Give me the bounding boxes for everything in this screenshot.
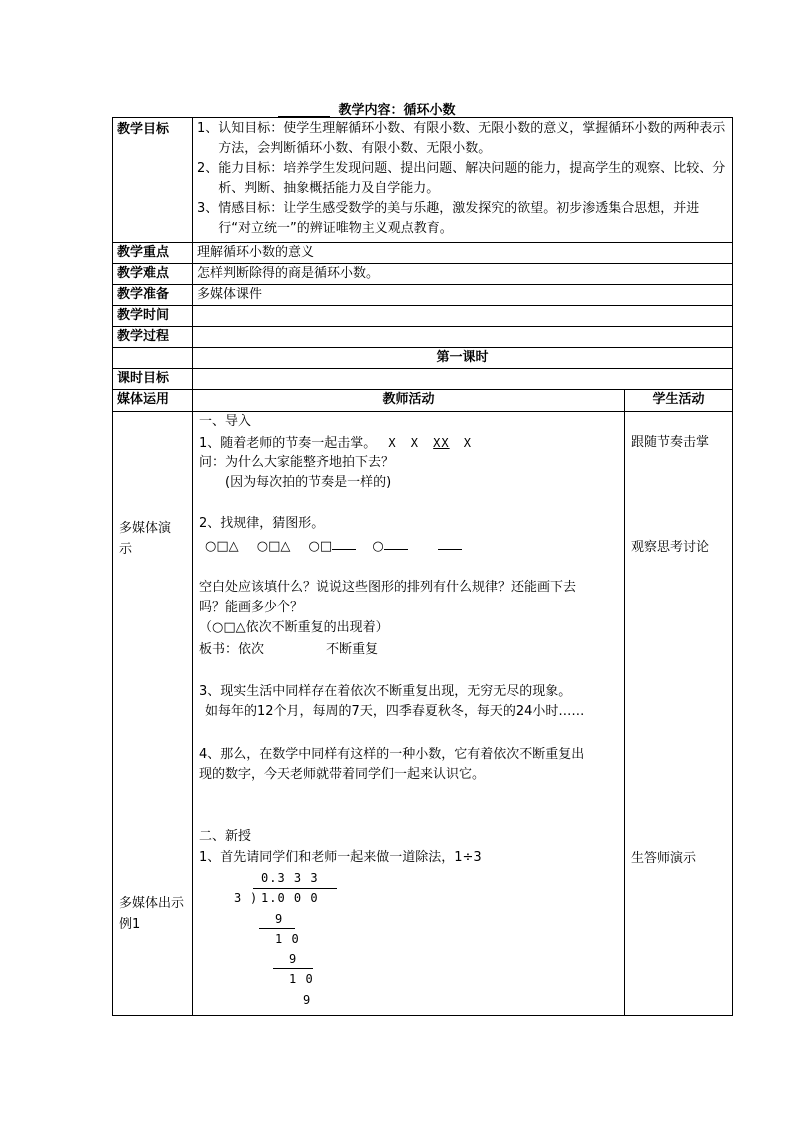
- division-rule: [259, 928, 295, 929]
- board-value: 不断重复: [326, 642, 379, 657]
- goal-text: 认知目标：使学生理解循环小数、有限小数、无限小数的意义，掌握循环小数的两种表示方法，会判断循环小数、有限小数、无限小数。: [218, 121, 726, 156]
- step-4-line-2: 现的数字，今天老师就带着同学们一起来认识它。: [199, 767, 486, 782]
- row-activities: [113, 412, 733, 1016]
- shape-sequence: [205, 537, 462, 556]
- shape-group: ○□△: [205, 539, 239, 554]
- goal-number: 2、: [197, 161, 219, 176]
- goal-text: 能力目标：培养学生发现问题、提出问题、解决问题的能力，提高学生的观察、比较、分析、判断、抽象概括能力及自学能力。: [218, 161, 726, 196]
- row-lesson-goal: [113, 369, 733, 390]
- lesson-goal-value: [193, 369, 733, 390]
- answer-blank: [438, 537, 462, 550]
- row-preparation: [113, 285, 733, 306]
- goal-item: [197, 159, 728, 199]
- teacher-cell: [193, 412, 625, 1016]
- shape-circle: ○: [372, 539, 384, 554]
- step-2-answer: （○□△依次不断重复的出现着）: [199, 620, 389, 635]
- step-2-text: 2、找规律，猜图形。: [199, 516, 325, 531]
- rhythm-x: X: [410, 436, 420, 450]
- section-2-title: 二、新授: [199, 829, 252, 844]
- shape-group: ○□△: [256, 539, 291, 554]
- step-2-question-1: 空白处应该填什么？说说这些图形的排列有什么规律？还能画下去: [199, 580, 577, 595]
- division-step: 9: [289, 952, 298, 966]
- media-column-header: 媒体运用: [113, 390, 193, 412]
- student-activity-1: 跟随节奏击掌: [631, 435, 710, 450]
- key-value: 理解循环小数的意义: [193, 243, 733, 264]
- lesson-header-blank: [113, 348, 193, 369]
- goal-text: 情感目标：让学生感受数学的美与乐趣，激发探究的欲望。初步渗透集合思想，并进行“对立统一”的辨证唯物主义观点教育。: [218, 201, 700, 236]
- step-1-question: 问：为什么大家能整齐地拍下去？: [199, 455, 395, 470]
- goal-content: [193, 118, 733, 243]
- goal-item: [197, 119, 728, 159]
- division-rule: [273, 968, 313, 969]
- row-lesson-header: [113, 348, 733, 369]
- row-difficulty: [113, 264, 733, 285]
- goal-number: 3、: [197, 201, 219, 216]
- row-teaching-goals: [113, 118, 733, 243]
- key-label: 教学重点: [113, 243, 193, 264]
- lesson-header: 第一课时: [193, 348, 733, 369]
- new-step-1-text: 1、首先请同学们和老师一起来做一道除法，1÷3: [199, 850, 482, 865]
- row-key-point: [113, 243, 733, 264]
- board-writing: [199, 641, 378, 659]
- row-time: [113, 306, 733, 327]
- rhythm-xx: XX: [433, 436, 450, 450]
- division-quotient: 0.3 3 3: [261, 871, 319, 885]
- division-divisor: 3: [234, 891, 243, 905]
- division-step: 1 0: [275, 932, 300, 946]
- prep-label: 教学准备: [113, 285, 193, 306]
- rhythm-x: X: [388, 436, 397, 450]
- difficulty-label: 教学难点: [113, 264, 193, 285]
- step-2-question-2: 吗？能画多少个？: [199, 600, 304, 615]
- goal-number: 1、: [197, 121, 219, 136]
- media-note-2: 多媒体出示例1: [119, 896, 185, 932]
- rhythm-x: X: [463, 436, 472, 450]
- row-process: [113, 327, 733, 348]
- process-label: 教学过程: [113, 327, 193, 348]
- step-3-text: 3、现实生活中同样存在着依次不断重复出现，无穷无尽的现象。: [199, 684, 572, 699]
- media-cell: [113, 412, 193, 1016]
- step-4-line-1: 4、那么，在数学中同样有这样的一种小数，它有着依次不断重复出: [199, 747, 585, 762]
- section-1-title: 一、导入: [199, 414, 252, 429]
- teacher-column-header: 教师活动: [193, 390, 625, 412]
- student-activity-2: 观察思考讨论: [631, 540, 710, 555]
- step-1-label: 1、随着老师的节奏一起击掌。: [199, 436, 377, 451]
- step-3-example: 如每年的12个月，每周的7天，四季春夏秋冬，每天的24小时……: [205, 704, 585, 719]
- division-step: 9: [275, 912, 284, 926]
- step-1-answer: (因为每次拍的节奏是一样的): [225, 475, 392, 490]
- student-cell: [625, 412, 733, 1016]
- row-column-headers: [113, 390, 733, 412]
- division-dividend: 1.0 0 0: [261, 891, 319, 905]
- step-1-text: [199, 434, 472, 453]
- goal-item: [197, 199, 728, 239]
- division-step: 1 0: [289, 972, 314, 986]
- shape-partial: ○□: [308, 539, 333, 554]
- answer-blank: [384, 537, 408, 550]
- lesson-plan-table: [112, 117, 733, 1016]
- goal-label: 教学目标: [113, 118, 193, 243]
- board-label: 板书：依次: [199, 642, 265, 657]
- prep-value: 多媒体课件: [193, 285, 733, 306]
- difficulty-value: 怎样判断除得的商是循环小数。: [193, 264, 733, 285]
- lesson-goal-label: 课时目标: [113, 369, 193, 390]
- division-paren: ): [250, 891, 259, 905]
- answer-blank: [332, 537, 356, 550]
- time-value: [193, 306, 733, 327]
- student-column-header: 学生活动: [625, 390, 733, 412]
- media-note-1: 多媒体演示: [119, 521, 172, 557]
- process-value: [193, 327, 733, 348]
- page-title: 教学内容：循环小数: [338, 103, 456, 118]
- student-activity-3: 生答师演示: [631, 851, 697, 866]
- time-label: 教学时间: [113, 306, 193, 327]
- division-step: 9: [303, 993, 312, 1007]
